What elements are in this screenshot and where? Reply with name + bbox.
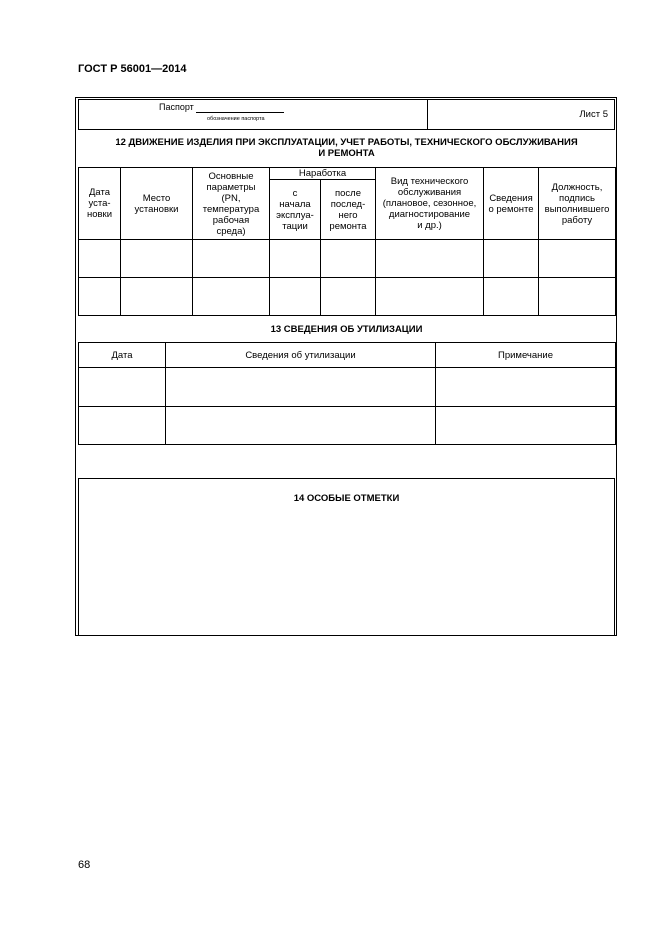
col-operating-time: Наработка — [270, 168, 376, 180]
col-params: Основные параметры (PN, температура рабочая среда) — [193, 168, 270, 240]
col-disposal-note: Примечание — [436, 343, 616, 368]
col-since-start: с начала эксплуа- тации — [270, 180, 321, 240]
col-disposal-date: Дата — [79, 343, 166, 368]
section12-title-line2: И РЕМОНТА — [318, 148, 375, 159]
col-repair-info: Сведения о ремонте — [484, 168, 539, 240]
section12-title — [80, 137, 613, 159]
passport-designation-line — [196, 103, 284, 113]
col-since-repair: после послед- него ремонта — [321, 180, 376, 240]
section13-table — [78, 342, 616, 445]
passport-label: Паспорт — [159, 102, 194, 112]
section12-title-line1: 12 ДВИЖЕНИЕ ИЗДЕЛИЯ ПРИ ЭКСПЛУАТАЦИИ, УЧЕТ РАБОТЫ, ТЕХНИЧЕСКОГО ОБСЛУЖИВАНИЯ — [115, 137, 578, 148]
sheet-number: Лист 5 — [428, 100, 615, 130]
table-row — [79, 368, 616, 407]
passport-sublabel: обозначение паспорта — [207, 116, 265, 122]
col-place: Место установки — [121, 168, 193, 240]
table-row — [79, 278, 616, 316]
col-position: Должность, подпись выполнившего работу — [539, 168, 616, 240]
section13-title: 13 СВЕДЕНИЯ ОБ УТИЛИЗАЦИИ — [270, 324, 423, 335]
passport-cell — [79, 100, 428, 130]
standard-header: ГОСТ Р 56001—2014 — [78, 63, 187, 75]
col-date: Дата уста- новки — [79, 168, 121, 240]
page-number: 68 — [78, 859, 91, 871]
table-row — [79, 240, 616, 278]
col-maintenance: Вид технического обслуживания (плановое, сезонное, диагностирование и др.) — [376, 168, 484, 240]
col-disposal-info: Сведения об утилизации — [166, 343, 436, 368]
table-row — [79, 407, 616, 445]
section12-table — [78, 167, 616, 316]
section14-title: 14 ОСОБЫЕ ОТМЕТКИ — [293, 493, 400, 504]
passport-bar — [78, 99, 615, 130]
section14-box — [78, 478, 615, 636]
